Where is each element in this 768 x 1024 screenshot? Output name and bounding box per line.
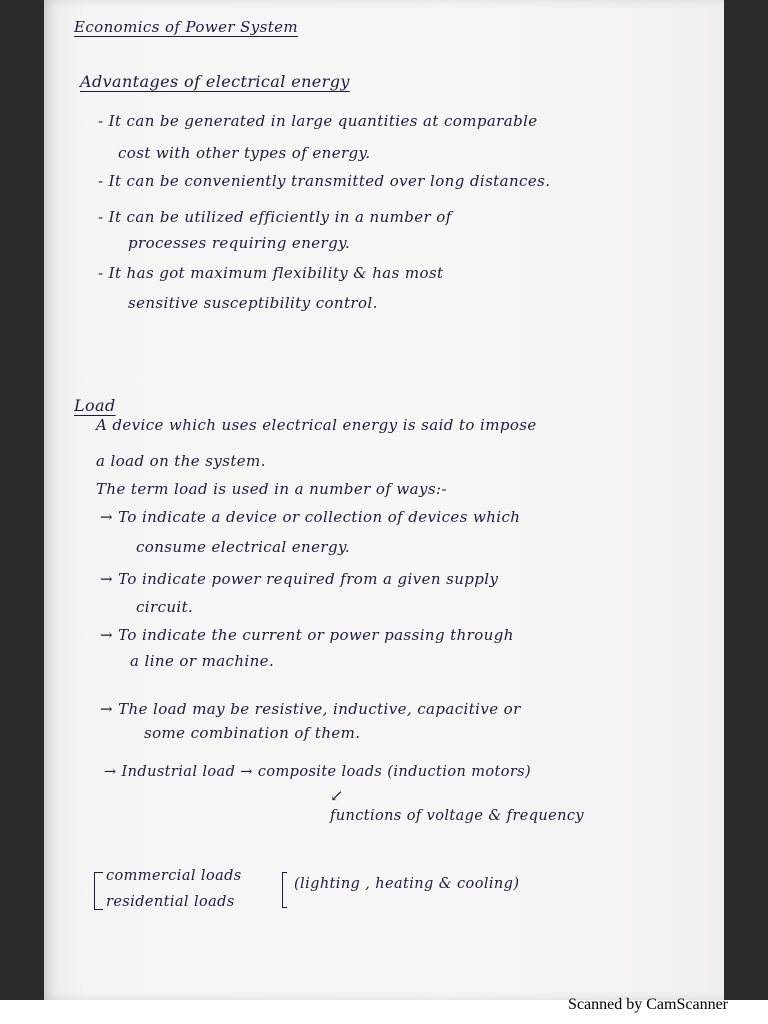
page-title: Economics of Power System xyxy=(74,18,299,36)
advantages-heading: Advantages of electrical energy xyxy=(80,72,350,91)
group-bracket xyxy=(282,872,287,908)
advantages-line: cost with other types of energy. xyxy=(118,144,371,162)
load-line: The term load is used in a number of ways:- xyxy=(96,480,447,498)
advantages-line: processes requiring energy. xyxy=(128,234,351,252)
arrow-down: ↙ xyxy=(330,786,344,805)
load-line: some combination of them. xyxy=(144,724,361,742)
load-line: → The load may be resistive, inductive, capacitive or xyxy=(100,700,521,718)
group-note: (lighting , heating & cooling) xyxy=(294,876,520,892)
load-line: a line or machine. xyxy=(130,652,275,670)
advantages-line: sensitive susceptibility control. xyxy=(128,294,378,312)
advantages-line: - It can be utilized efficiently in a number of xyxy=(98,208,452,226)
advantages-line: - It can be conveniently transmitted over long distances. xyxy=(98,172,551,190)
commercial-load: commercial loads xyxy=(106,868,242,884)
functions-note: functions of voltage & frequency xyxy=(330,808,585,824)
notebook-page xyxy=(44,0,724,1000)
industrial-load: → Industrial load → composite loads (induction motors) xyxy=(104,764,532,780)
scanner-watermark: Scanned by CamScanner xyxy=(568,996,728,1013)
load-line: consume electrical energy. xyxy=(136,538,351,556)
load-line: circuit. xyxy=(136,598,194,616)
load-line: A device which uses electrical energy is said to impose xyxy=(96,416,537,434)
advantages-line: - It can be generated in large quantities at comparable xyxy=(98,112,538,130)
residential-load: residential loads xyxy=(106,894,235,910)
load-line: a load on the system. xyxy=(96,452,266,470)
left-bracket xyxy=(94,872,103,910)
advantages-line: - It has got maximum flexibility & has most xyxy=(98,264,444,282)
load-heading: Load xyxy=(74,396,116,415)
load-line: → To indicate the current or power passing through xyxy=(100,626,514,644)
load-line: → To indicate power required from a given supply xyxy=(100,570,499,588)
load-line: → To indicate a device or collection of devices which xyxy=(100,508,521,526)
